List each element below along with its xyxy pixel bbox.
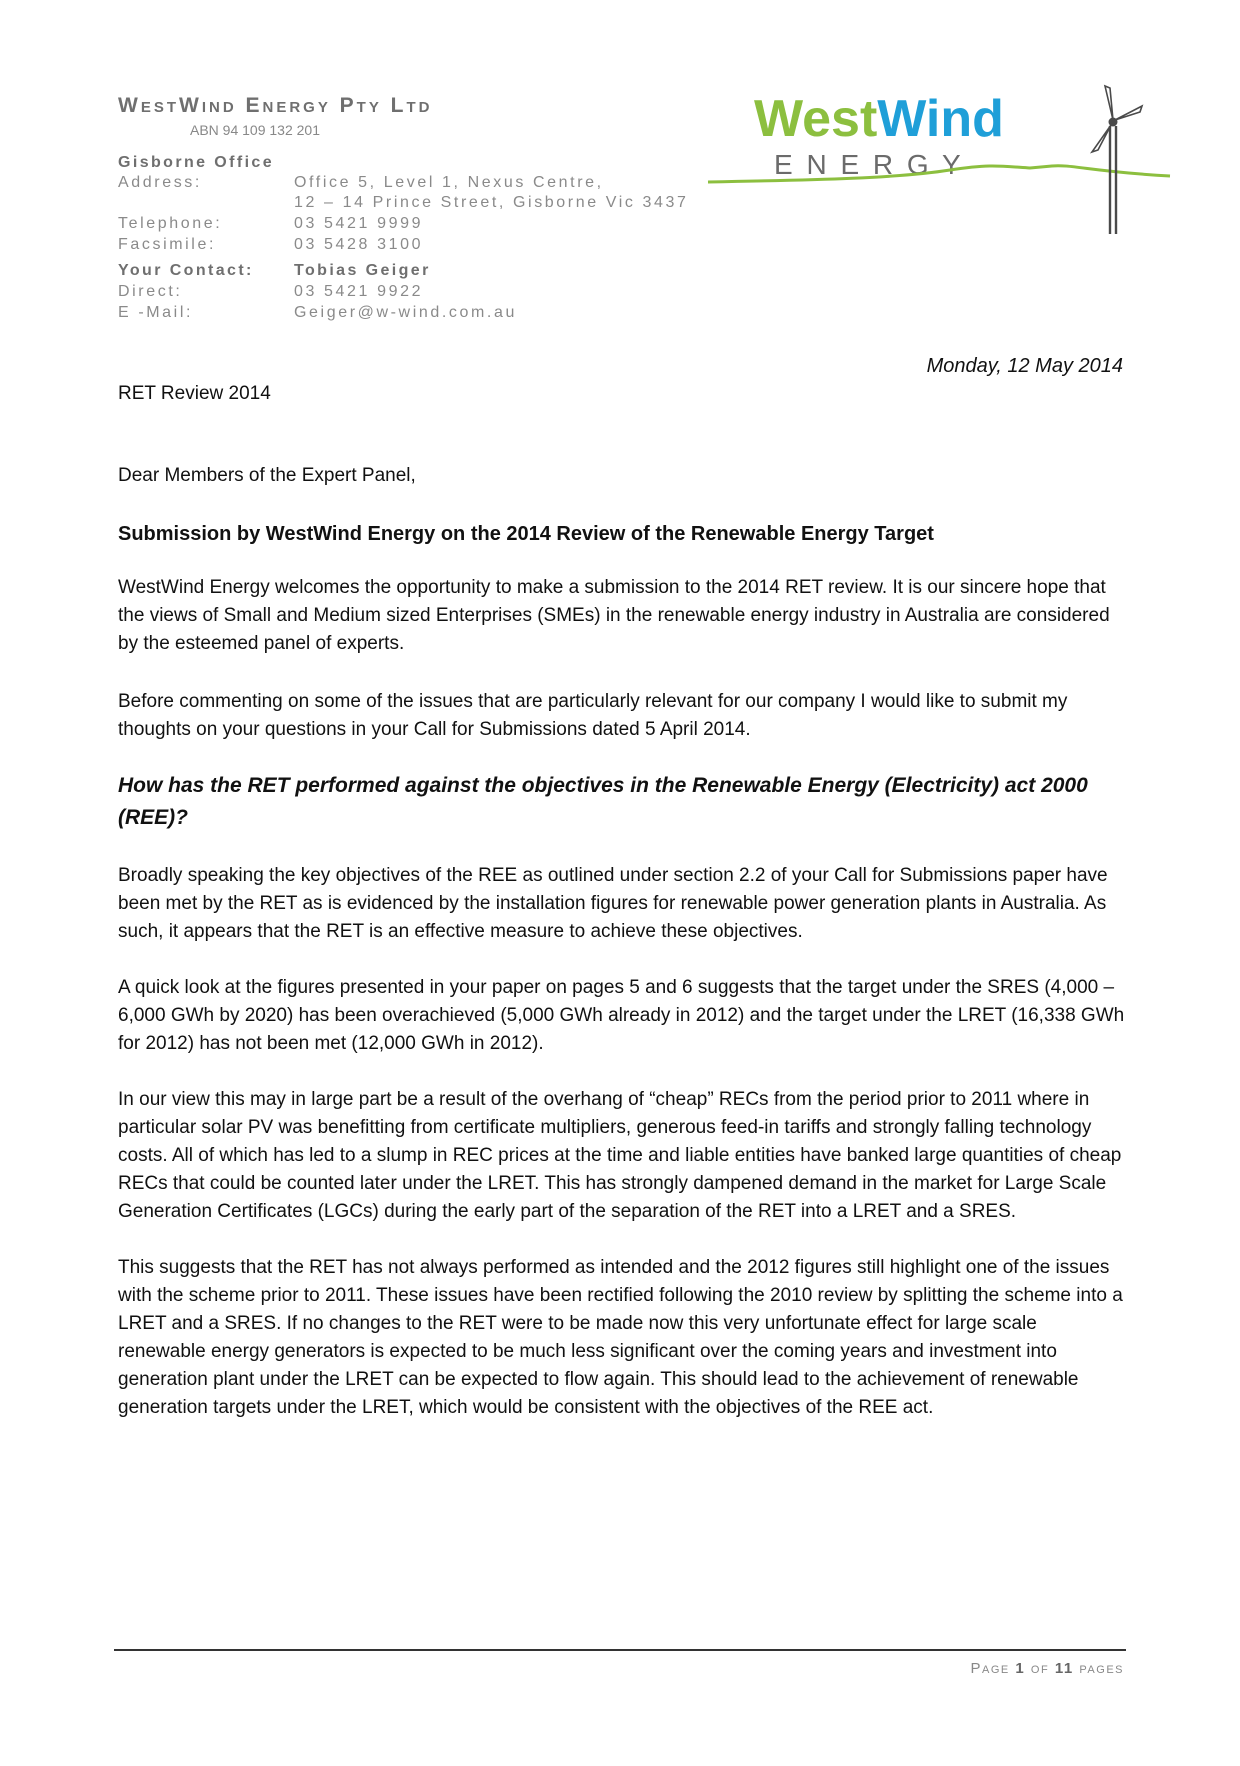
logo-west-text: West <box>754 90 878 148</box>
facsimile-label: Facsimile: <box>118 236 217 253</box>
of-word: of <box>1030 1660 1050 1677</box>
section-heading-ret-performance: How has the RET performed against the objectives in the Renewable Energy (Electricity) act 2000 (REE)? <box>118 774 1088 829</box>
logo-wordmark <box>754 90 1004 148</box>
address-line1: Office 5, Level 1, Nexus Centre, <box>294 174 604 191</box>
address-label: Address: <box>118 174 202 191</box>
paragraph-intro: WestWind Energy welcomes the opportunity to make a submission to the 2014 RET review. It is our sincere hope that the views of Small and Medium sized Enterprises (SMEs) in the renewable energy industry in Australia are considered by the esteemed panel of experts. <box>118 577 1110 654</box>
page-number <box>970 1660 1124 1677</box>
letter-reference: RET Review 2014 <box>118 383 271 404</box>
abn: ABN 94 109 132 201 <box>190 122 320 138</box>
direct-value: 03 5421 9922 <box>294 283 424 300</box>
logo-wind-text: Wind <box>877 90 1004 148</box>
footer-divider <box>114 1649 1126 1651</box>
company-name: WestWind Energy Pty Ltd <box>118 94 433 117</box>
wind-turbine-icon <box>1092 86 1142 234</box>
page-current: 1 <box>1015 1660 1026 1677</box>
facsimile-value: 03 5428 3100 <box>294 236 424 253</box>
letter-date: Monday, 12 May 2014 <box>926 355 1123 377</box>
westwind-logo <box>700 80 1180 240</box>
paragraph-overhang: In our view this may in large part be a result of the overhang of “cheap” RECs from the period prior to 2011 where in particular solar PV was benefitting from certificate multipliers, generous feed-in tariffs and strongly falling technology costs. All of which has led to a slump in REC prices at the time and liable entities have banked large quantities of cheap RECs that could be counted later under the LRET. This has strongly dampened demand in the market for Large Scale Generation Certificates (LGCs) during the early part of the separation of the RET into a LRET and a SRES. <box>118 1089 1122 1222</box>
email-value[interactable]: Geiger@w-wind.com.au <box>294 304 517 321</box>
subject-heading: Submission by WestWind Energy on the 2014 Review of the Renewable Energy Target <box>118 523 934 545</box>
contact-label: Your Contact: <box>118 262 254 279</box>
email-label: E -Mail: <box>118 304 194 321</box>
paragraph-before-commenting: Before commenting on some of the issues that are particularly relevant for our company I would like to submit my thoughts on your questions in your Call for Submissions dated 5 April 2014. <box>118 691 1068 740</box>
telephone-value: 03 5421 9999 <box>294 215 424 232</box>
telephone-label: Telephone: <box>118 215 223 232</box>
direct-label: Direct: <box>118 283 183 300</box>
salutation: Dear Members of the Expert Panel, <box>118 465 416 486</box>
office-heading: Gisborne Office <box>118 154 275 171</box>
page-word: Page <box>970 1660 1010 1677</box>
paragraph-conclusion: This suggests that the RET has not always performed as intended and the 2012 figures still highlight one of the issues with the scheme prior to 2011. These issues have been rectified following the 2010 review by splitting the scheme into a LRET and a SRES. If no changes to the RET were to be made now this very unfortunate effect for large scale renewable energy generators is expected to be much less significant over the coming years and investment into generation plant under the LRET can be expected to flow again. This should lead to the achievement of renewable generation targets under the LRET, which would be consistent with the objectives of the REE act. <box>118 1257 1123 1418</box>
address-line2: 12 – 14 Prince Street, Gisborne Vic 3437 <box>294 194 689 211</box>
logo-energy-text: E N E R G Y <box>774 149 964 180</box>
paragraph-figures: A quick look at the figures presented in your paper on pages 5 and 6 suggests that the target under the SRES (4,000 – 6,000 GWh by 2020) has been overachieved (5,000 GWh already in 2012) and the target under the LRET (16,338 GWh for 2012) has not been met (12,000 GWh in 2012). <box>118 977 1125 1054</box>
contact-name: Tobias Geiger <box>294 262 431 279</box>
pages-word: pages <box>1079 1660 1124 1677</box>
page-total: 11 <box>1054 1660 1074 1677</box>
paragraph-objectives: Broadly speaking the key objectives of the REE as outlined under section 2.2 of your Call for Submissions paper have been met by the RET as is evidenced by the installation figures for renewable power generation plants in Australia. As such, it appears that the RET is an effective measure to achieve these objectives. <box>118 865 1108 942</box>
